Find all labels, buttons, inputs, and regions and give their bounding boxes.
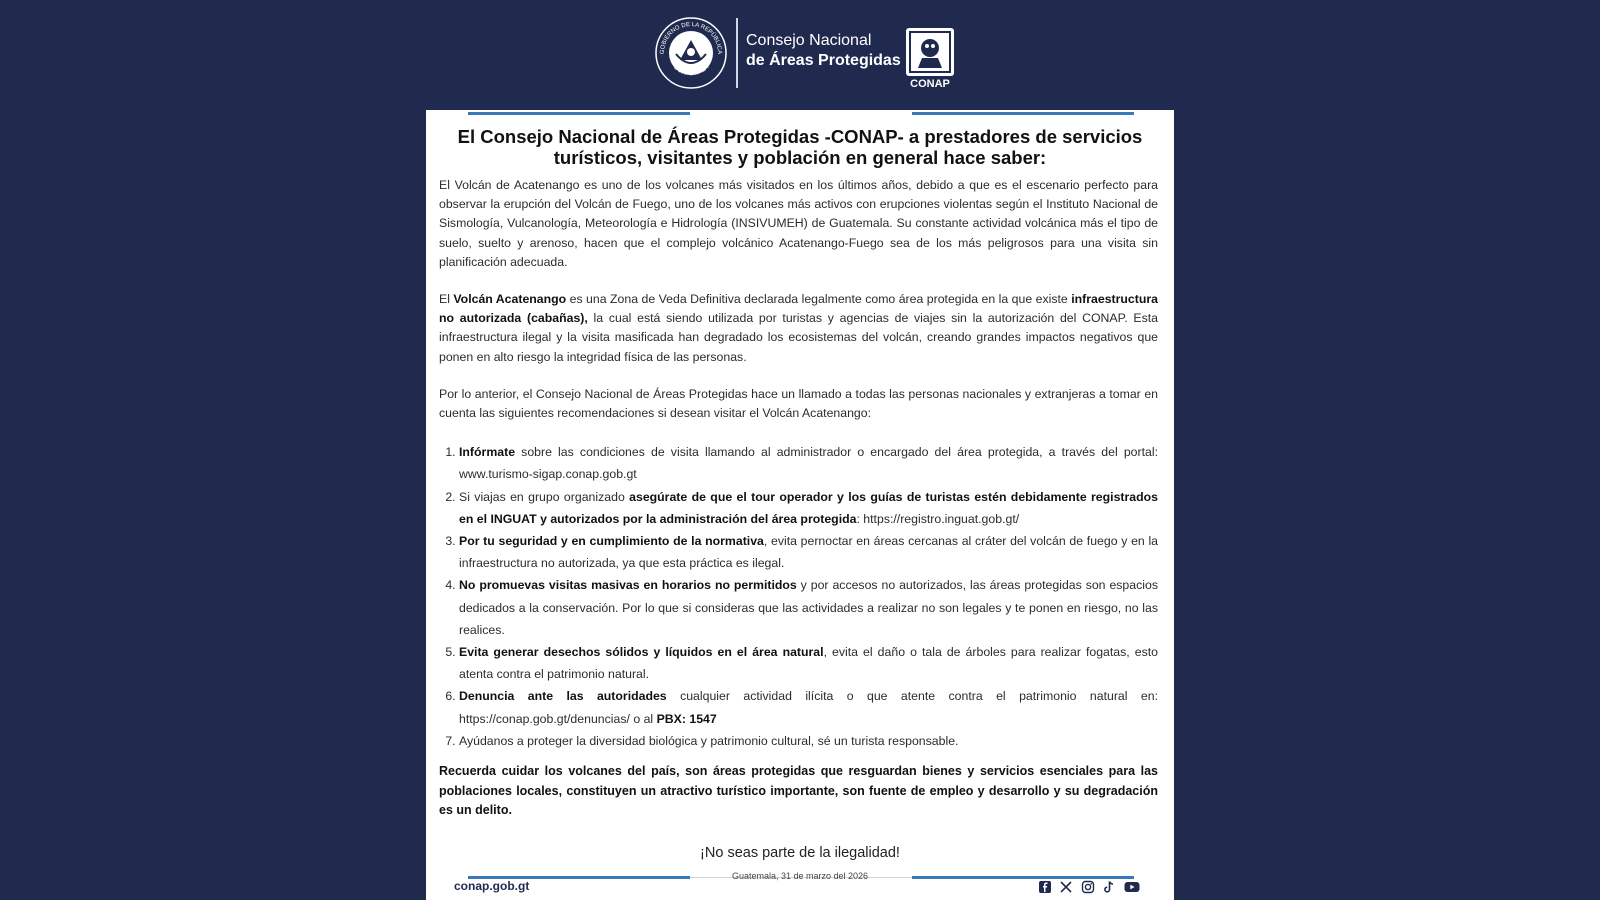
closing-statement: Recuerda cuidar los volcanes del país, son áreas protegidas que resguardan bienes y servicios esenciales para las poblaciones locales, constituyen un atractivo turístico importante, son fuente de empleo y desarrollo y su degradación es un delito.: [439, 764, 1158, 818]
facebook-icon[interactable]: [1038, 880, 1052, 894]
paragraph-zone-bold-2: infraestructura no autorizada (cabañas),: [439, 292, 1158, 326]
conap-logo-text: CONAP: [910, 78, 950, 90]
item-text: sobre las condiciones de visita llamando al administrador o encargado del área protegida, a través del portal: www.turismo-sigap.conap.gob.gt: [459, 445, 1158, 482]
item-text: y por accesos no autorizados, las áreas protegidas son espacios dedicados a la conservación. Por lo que si consideras que las actividades a realizar no son legales y te ponen en riesgo, no las realices.: [459, 578, 1158, 637]
notice-title: El Consejo Nacional de Áreas Protegidas -CONAP- a prestadores de servicios turísticos, visitantes y población en general hace saber:: [457, 126, 1143, 168]
logo-group: [654, 14, 954, 94]
list-item: [459, 530, 1158, 574]
seal-text-top: GOBIERNO DE LA REPÚBLICA: [659, 21, 723, 55]
guatemala-seal-icon: [654, 16, 728, 90]
item-text: cualquier actividad ilícita o que atente contra el patrimonio natural en: https://conap.gob.gt/denuncias/ o al: [459, 689, 1158, 726]
list-item: [459, 486, 1158, 530]
header-banner: [426, 0, 1174, 110]
recommendations-list: [439, 441, 1158, 752]
paragraph-zone-text-1: El: [439, 292, 454, 307]
paragraph-zone-bold-1: Volcán Acatenango: [453, 292, 567, 307]
org-name-line1: Consejo Nacional: [746, 32, 872, 49]
list-item: [459, 641, 1158, 685]
item-pre: Si viajas en grupo organizado: [459, 489, 630, 504]
item-text: , evita el daño o tala de árboles para realizar fogatas, esto atenta contra el patrimonio natural.: [459, 645, 1158, 682]
item-bold: asegúrate de que el tour operador y los guías de turistas estén debidamente registrados en el INGUAT y autorizados por la administración del área protegida: [459, 489, 1158, 526]
x-icon[interactable]: [1059, 880, 1073, 894]
seal-text-bottom: GUATEMALA: [671, 63, 711, 78]
paragraph-zone-text-2: es una Zona de Veda Definitiva declarada legalmente como área protegida en la que existe: [566, 292, 1072, 307]
slogan: ¡No seas parte de la ilegalidad!: [700, 845, 900, 861]
tiktok-icon[interactable]: [1102, 880, 1116, 894]
top-accent-line-right: [912, 112, 1134, 115]
list-item: [459, 730, 1158, 752]
paragraph-intro: El Volcán de Acatenango es uno de los volcanes más visitados en los últimos años, debido a que es el escenario perfecto para observar la erupción del Volcán de Fuego, uno de los volcanes más activos con erupciones violentas según el Instituto Nacional de Sismología, Vulcanología, Meteorología e Hidrología (INSIVUMEH) de Guatemala. Su constante actividad volcánica más el tipo de suelo, suelto y arenoso, hacen que el complejo volcánico Acatenango-Fuego sea de los más peligrosos para una visita sin planificación adecuada.: [439, 178, 1158, 269]
instagram-icon[interactable]: [1081, 880, 1095, 894]
item-text: , evita pernoctar en áreas cercanas al cráter del volcán de fuego y en la infraestructura no autorizada, ya que esta práctica es ilegal.: [459, 534, 1159, 571]
top-accent-line-left: [468, 112, 690, 115]
social-icons: [1038, 880, 1141, 894]
notice-document: [426, 0, 1174, 900]
notice-date: Guatemala, 31 de marzo del 2026: [731, 871, 869, 881]
list-item: [459, 685, 1158, 729]
item-text: : https://registro.inguat.gob.gt/: [856, 511, 1020, 526]
website-link[interactable]: conap.gob.gt: [454, 879, 530, 893]
item-bold: No promuevas visitas masivas en horarios no permitidos: [459, 578, 797, 593]
item-pre: Ayúdanos a proteger la diversidad biológica y patrimonio cultural, sé un turista responsable.: [459, 733, 959, 748]
list-item: [459, 441, 1158, 485]
item-bold: Infórmate: [459, 445, 516, 460]
logo-divider: [736, 18, 738, 88]
conap-logo-icon: [906, 28, 954, 76]
item-bold: Evita generar desechos sólidos y líquidos en el área natural: [459, 645, 824, 660]
list-item: [459, 574, 1158, 641]
item-bold: Denuncia ante las autoridades: [459, 689, 667, 704]
paragraph-zone-text-3: la cual está siendo utilizada por turistas y agencias de viajes sin la autorización del CONAP. Esta infraestructura ilegal y la visita masificada han degradado los ecosistemas del volcán, creando grandes impactos negativos que ponen en alto riesgo la integridad física de las personas.: [439, 311, 1158, 364]
youtube-icon[interactable]: [1124, 880, 1138, 894]
item-bold2: PBX: 1547: [656, 711, 717, 726]
item-bold: Por tu seguridad y en cumplimiento de la normativa: [459, 534, 764, 549]
notice-body: [439, 176, 1158, 839]
org-name-line2: de Áreas Protegidas: [746, 52, 901, 69]
paragraph-zone: [439, 290, 1158, 367]
paragraph-call: Por lo anterior, el Consejo Nacional de Áreas Protegidas hace un llamado a todas las personas nacionales y extranjeras a tomar en cuenta las siguientes recomendaciones si desean visitar el Volcán Acatenango:: [439, 386, 1158, 421]
